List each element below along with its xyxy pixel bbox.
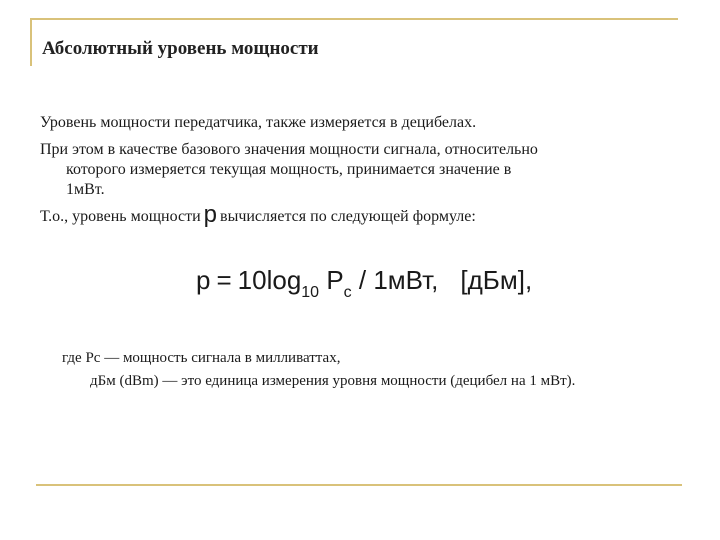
slide-title: Абсолютный уровень мощности [42,38,319,59]
formula-lhs: p [196,265,211,295]
paragraph-formula-intro [40,201,682,228]
p3-after: вычисляется по следующей формуле: [220,208,476,225]
formula-unit: [дБм], [460,265,533,295]
power-formula [196,265,532,302]
formula-divisor: / 1мВт, [358,265,439,295]
top-rule [30,18,678,20]
note-dbm-definition: дБм (dBm) — это единица измерения уровня мощности (децибел на 1 мВт). [90,373,576,389]
p2-line-1: При этом в качестве базового значения мощности сигнала, относительно [40,141,538,158]
formula-arg: P [326,265,344,295]
p3-before: Т.о., уровень мощности [40,208,201,225]
p2-line-2: которого измеряется текущая мощность, принимается значение в [66,161,512,178]
formula-log-base: 10 [301,284,320,301]
p2-line-3: 1мВт. [66,181,105,198]
note-signal-power: где Pс — мощность сигнала в милливаттах, [62,350,341,366]
bottom-rule [36,484,682,486]
paragraph-power-level: Уровень мощности передатчика, также измеряется в децибелах. [40,114,477,131]
left-rule [30,18,32,66]
variable-p: p [203,201,218,228]
paragraph-base-value [40,140,682,200]
formula-equals: = [216,265,232,295]
formula-log: 10log [237,265,302,295]
formula-arg-sub: c [343,284,352,301]
